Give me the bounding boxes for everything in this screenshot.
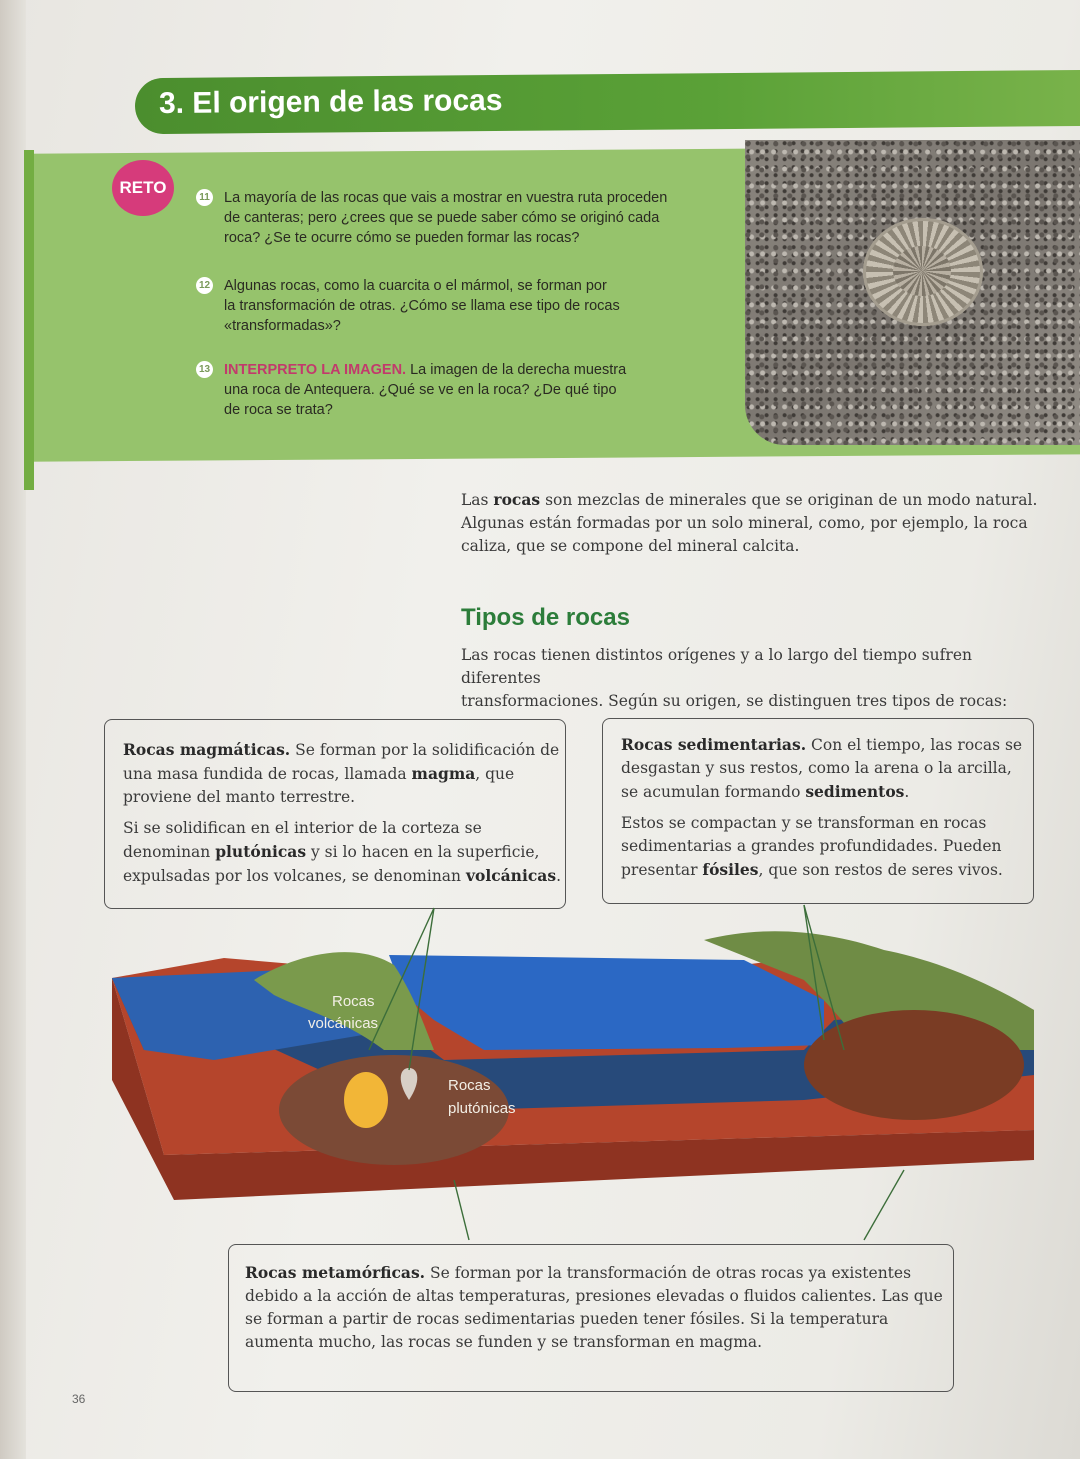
question-line: de canteras; pero ¿crees que se puede saber cómo se originó cada (224, 210, 660, 226)
question-keyword: INTERPRETO LA IMAGEN. (224, 362, 407, 378)
question-line: la transformación de otras. ¿Cómo se llama ese tipo de rocas (224, 298, 620, 314)
question-line: «transformadas»? (224, 318, 341, 334)
page-gutter (0, 0, 26, 1459)
label-volcanicas-1: Rocas (332, 993, 375, 1010)
question-line: una roca de Antequera. ¿Qué se ve en la roca? ¿De qué tipo (224, 382, 617, 398)
metamorficas-title: Rocas metamórficas. (245, 1263, 426, 1282)
label-plutonicas-2: plutónicas (448, 1100, 516, 1117)
question-line: Algunas rocas, como la cuarcita o el mármol, se forman por (224, 278, 607, 294)
question-line: La mayoría de las rocas que vais a mostrar en vuestra ruta proceden (224, 190, 668, 206)
reto-badge: RETO (112, 160, 174, 216)
section-title: 3. El origen de las rocas (158, 83, 503, 120)
question-line: roca? ¿Se te ocurre cómo se pueden formar las rocas? (224, 230, 580, 246)
pointer-line (454, 1180, 469, 1240)
question-number: 11 (196, 189, 213, 206)
ammonite-fossil-photo (745, 140, 1080, 445)
intro-keyword: rocas (493, 490, 541, 509)
section-title-bar (135, 70, 1080, 134)
sedimentarias-title: Rocas sedimentarias. (621, 735, 807, 754)
rock-cycle-block-diagram (104, 900, 1044, 1260)
reto-stripe (24, 150, 34, 490)
tipos-paragraph: Las rocas tienen distintos orígenes y a lo largo del tiempo sufren diferentes transformaciones. Según su origen, se distinguen tres tipos de rocas: (461, 646, 1008, 710)
sedimentarias-box: Rocas sedimentarias. Con el tiempo, las rocas se desgastan y sus restos, como la arena o la arcilla, se acumulan formando sedimentos. Estos se compactan y se transforman en rocas sedimentarias a grandes profundidades. Pueden presentar fósiles, que son restos de seres vivos. (602, 718, 1034, 904)
ammonite-shell (863, 218, 983, 326)
magma-blob (344, 1072, 388, 1128)
question-number: 13 (196, 361, 213, 378)
magmaticas-title: Rocas magmáticas. (123, 740, 291, 759)
question-12 (196, 276, 716, 336)
question-11 (196, 188, 716, 248)
label-volcanicas-2: volcánicas (308, 1015, 379, 1032)
tipos-heading: Tipos de rocas (461, 604, 630, 631)
page-number: 36 (72, 1392, 86, 1406)
magmaticas-box: Rocas magmáticas. Se forman por la solidificación de una masa fundida de rocas, llamada magma, que proviene del manto terrestre. Si se solidifican en el interior de la corteza se denominan plutónicas y si lo hacen en la superficie, expulsadas por los volcanes, se denominan volcánicas. (104, 719, 566, 909)
pointer-line (864, 1170, 904, 1240)
intro-paragraph: Las rocas son mezclas de minerales que se originan de un modo natural. Algunas están formadas por un solo mineral, como, por ejemplo, la roca caliza, que se compone del mineral calcita. (461, 490, 1038, 555)
question-13 (196, 360, 716, 420)
question-line: de roca se trata? (224, 402, 333, 418)
question-line: La imagen de la derecha muestra (406, 362, 627, 378)
question-number: 12 (196, 277, 213, 294)
metamorficas-box: Rocas metamórficas. Se forman por la transformación de otras rocas ya existentes debido a la acción de altas temperaturas, presiones elevadas o fluidos calientes. Las que se forman a partir de rocas sedimentarias pueden tener fósiles. Si la temperatura aumenta mucho, las rocas se funden y se transforman en magma. (228, 1244, 954, 1392)
label-plutonicas-1: Rocas (448, 1077, 491, 1094)
